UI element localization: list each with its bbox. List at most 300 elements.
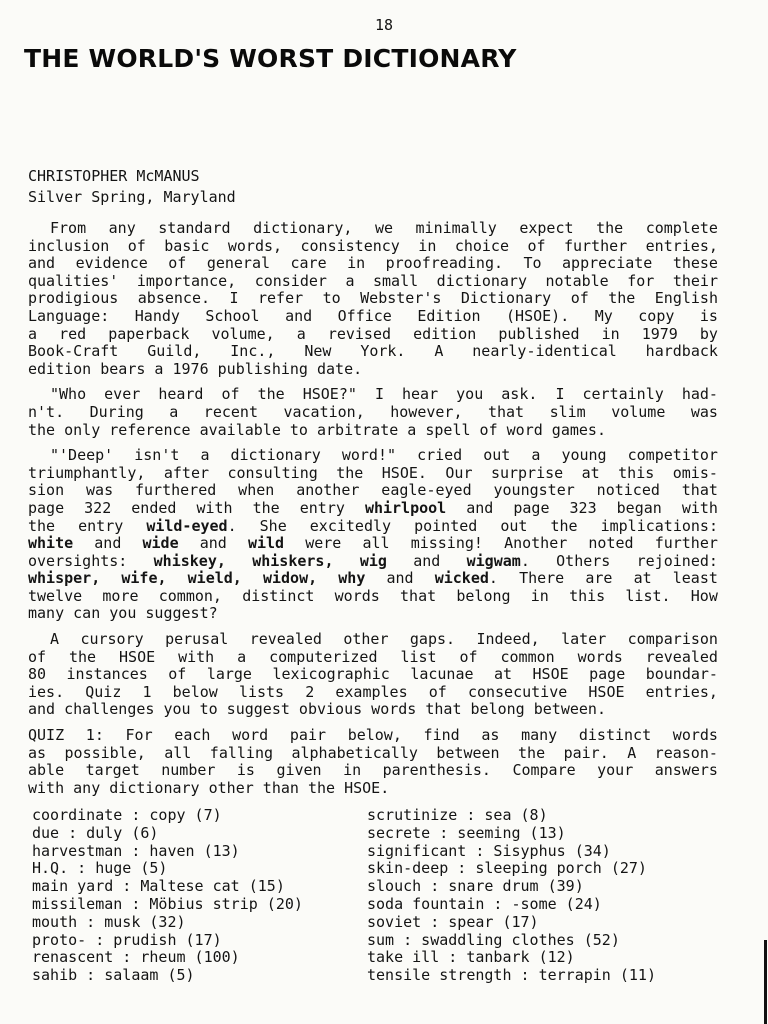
word: ask.: [501, 385, 538, 404]
bold-word: wild-eyed: [146, 516, 228, 535]
word: isn't: [134, 446, 180, 465]
word: and: [199, 534, 227, 553]
bold-word: whiskers,: [252, 551, 334, 570]
word: their: [672, 271, 718, 290]
quiz-pair: soviet : spear (17): [367, 912, 539, 931]
word: For: [125, 726, 153, 745]
word: hear: [402, 385, 439, 404]
word: is: [699, 306, 718, 325]
word: other: [343, 630, 389, 649]
text-line: [28, 727, 718, 745]
author-block: [28, 166, 236, 208]
word: words,: [227, 236, 283, 255]
word: examples: [335, 682, 408, 701]
word: and: [466, 498, 494, 517]
word: alphabetically: [291, 743, 418, 762]
word: and: [386, 569, 414, 588]
word: instances: [66, 665, 148, 684]
text-line: [28, 404, 718, 422]
text-line: [28, 570, 718, 588]
text-line: [28, 308, 718, 326]
word: lacunae: [410, 665, 474, 684]
bold-word: whiskey,: [153, 551, 226, 570]
word: the: [336, 463, 364, 482]
word: however,: [390, 402, 463, 421]
word: with: [681, 498, 718, 517]
word: lexicographic: [272, 665, 390, 684]
word: boundar-: [645, 665, 718, 684]
word: English: [654, 289, 718, 308]
word: later: [561, 630, 607, 649]
word: A: [627, 743, 637, 762]
word: was: [690, 402, 718, 421]
word: volume: [611, 402, 666, 421]
word: these: [672, 254, 718, 273]
word: Book-Craft: [28, 342, 119, 361]
word: and: [413, 551, 441, 570]
word: "'Deep': [50, 446, 114, 465]
word: care: [290, 254, 327, 273]
word: more: [102, 586, 139, 605]
text-line: [28, 447, 718, 465]
word: between: [436, 743, 500, 762]
bold-word: white: [28, 534, 74, 553]
quiz-pair: take ill : tanbark (12): [367, 948, 575, 967]
text-line: [28, 361, 718, 379]
word: able: [28, 761, 65, 780]
word: the: [252, 498, 280, 517]
quiz-pair: sahib : salaam (5): [32, 966, 195, 985]
word: of: [459, 647, 478, 666]
word: words: [577, 647, 623, 666]
word: vacation,: [283, 402, 365, 421]
word: [435, 570, 498, 588]
word: certainly: [582, 385, 664, 404]
word: sion: [28, 481, 65, 500]
word: page: [28, 498, 65, 517]
word: was: [86, 481, 114, 500]
word: word!": [341, 446, 397, 465]
word: 322: [84, 498, 112, 517]
article-body: [28, 220, 718, 797]
word: common,: [158, 586, 222, 605]
word: dictionary: [436, 271, 527, 290]
word: are: [585, 569, 613, 588]
word: Handy: [134, 306, 180, 325]
word: inclusion: [28, 236, 110, 255]
author-name: CHRISTOPHER McMANUS: [28, 167, 200, 185]
text-line: [28, 386, 718, 404]
paragraph: [28, 447, 718, 623]
word: in: [418, 236, 437, 255]
word: dictionary,: [253, 219, 353, 237]
word: [467, 553, 530, 571]
word: paperback: [108, 324, 190, 343]
word: below: [172, 682, 218, 701]
word: (HSOE).: [506, 306, 570, 325]
quiz-pair: tensile strength : terrapin (11): [367, 966, 656, 985]
word: cursory: [80, 630, 144, 649]
word: the: [28, 516, 56, 535]
word: youngster: [493, 481, 575, 500]
word: noticed: [596, 481, 660, 500]
word: gaps.: [409, 630, 456, 649]
word: During: [89, 402, 144, 421]
word: A: [434, 342, 444, 361]
word: in: [347, 254, 366, 273]
word: standard: [158, 219, 231, 237]
word: HSOE: [588, 682, 625, 701]
word: excitedly: [309, 516, 392, 535]
word: York.: [360, 342, 406, 361]
word: at: [633, 569, 652, 588]
text-line: [28, 238, 718, 256]
word: missing!: [410, 534, 483, 553]
word: comparison: [627, 630, 718, 649]
word: this: [618, 463, 655, 482]
word: revised: [327, 324, 392, 343]
quiz-pair: H.Q. : huge (5): [32, 859, 168, 878]
word: edition: [413, 324, 477, 343]
word: pair.: [563, 743, 609, 762]
word: for: [627, 271, 655, 290]
word: your: [597, 761, 634, 780]
word: 2: [305, 682, 315, 701]
word: entry: [78, 516, 124, 535]
word: large: [206, 665, 252, 684]
quiz-pair: slouch : snare drum (39): [367, 877, 584, 896]
word: recent: [203, 402, 258, 421]
word: all: [362, 534, 390, 553]
word: any: [108, 219, 136, 237]
word: given: [276, 761, 322, 780]
word: answers: [654, 761, 718, 780]
word: pair: [289, 726, 327, 745]
word: when: [238, 481, 275, 500]
page-edge-mark: [764, 940, 767, 1024]
paragraph: [28, 386, 718, 439]
word: words: [672, 726, 718, 745]
word: to: [322, 289, 341, 308]
word: as: [28, 743, 47, 762]
word: consider: [254, 271, 327, 290]
text-line: [28, 649, 718, 667]
word: further: [563, 236, 628, 255]
word: with: [178, 647, 215, 666]
page-number: 18: [374, 16, 394, 34]
bold-word: whisper,: [28, 569, 101, 588]
text-line: [28, 422, 718, 440]
bold-word: wield,: [187, 569, 242, 588]
word: notable: [545, 271, 609, 290]
word: possible,: [64, 743, 146, 762]
word: cried: [417, 446, 463, 465]
word: Others: [556, 551, 611, 570]
word: Quiz: [85, 682, 122, 701]
bold-word: wigwam: [466, 551, 521, 570]
word: minimally: [415, 219, 497, 237]
word: reason-: [654, 743, 718, 762]
text-line: [28, 482, 718, 500]
text-line: [28, 762, 718, 780]
word: School: [205, 306, 260, 325]
word: competitor: [627, 446, 718, 465]
word: 80: [28, 665, 47, 684]
word: you: [456, 385, 484, 404]
word: with: [196, 498, 233, 517]
word: ever: [104, 385, 141, 404]
word: consecutive: [467, 682, 568, 701]
text-line: [28, 701, 718, 719]
word: this: [569, 586, 606, 605]
word: entry: [299, 498, 345, 517]
word: Our: [445, 463, 473, 482]
word: eagle-eyed: [381, 481, 472, 500]
text-line: [28, 255, 718, 273]
word: of: [127, 236, 146, 255]
word: parenthesis.: [382, 761, 491, 780]
word: entries,: [645, 682, 718, 701]
word: slim: [549, 402, 586, 421]
word: small: [373, 271, 419, 290]
word: below,: [347, 726, 402, 745]
word: 1979: [641, 324, 678, 343]
word: as: [481, 726, 500, 745]
word: [146, 518, 236, 536]
word: young: [561, 446, 607, 465]
word: many: [521, 726, 558, 745]
word: copy: [638, 306, 675, 325]
text-line: [28, 500, 718, 518]
word: the: [596, 219, 624, 237]
word: Language:: [28, 306, 110, 325]
word: distinct: [242, 586, 315, 605]
word: that: [400, 586, 437, 605]
text-line: [28, 535, 718, 553]
word: "Who: [50, 385, 87, 404]
text-line: [28, 343, 718, 361]
word: She: [259, 516, 287, 535]
word: triumphantly,: [28, 463, 146, 482]
word: out: [483, 446, 511, 465]
text-line: [28, 465, 718, 483]
word: ended: [131, 498, 177, 517]
word: of: [570, 289, 589, 308]
bold-word: wicked: [434, 569, 489, 588]
word: nearly-identical: [472, 342, 617, 361]
word: perusal: [165, 630, 229, 649]
word: words: [334, 586, 380, 605]
word: revealed: [645, 647, 718, 666]
paragraph: [28, 220, 718, 378]
word: common: [500, 647, 555, 666]
word: heard: [158, 385, 204, 404]
word: and: [285, 306, 313, 325]
word: page: [513, 498, 550, 517]
word: proofreading.: [385, 254, 504, 273]
word: a: [169, 402, 179, 421]
word: published: [498, 324, 580, 343]
text-line: [28, 518, 718, 536]
bold-word: wild: [247, 534, 285, 553]
word: How: [690, 586, 718, 605]
word: of: [527, 236, 546, 255]
word: Edition: [417, 306, 481, 325]
text-run: many can you suggest?: [28, 604, 218, 623]
word: that: [681, 481, 718, 500]
bold-word: widow,: [262, 569, 318, 588]
quiz-pair: coordinate : copy (7): [32, 806, 222, 824]
text-run: and challenges you to suggest obvious words that belong between.: [28, 700, 606, 719]
word: the: [69, 647, 97, 666]
word: a: [345, 271, 355, 290]
word: the: [608, 289, 636, 308]
quiz-pair: soda fountain : -some (24): [367, 894, 602, 913]
word: belong: [456, 586, 511, 605]
text-line: [28, 588, 718, 606]
word: complete: [645, 219, 718, 237]
quiz-right-column: [367, 807, 656, 985]
word: a: [531, 446, 541, 465]
bold-word: wide: [142, 534, 179, 553]
quiz-pair: secrete : seeming (13): [367, 823, 566, 842]
word: of: [168, 665, 187, 684]
text-line: [28, 631, 718, 649]
text-line: [28, 290, 718, 308]
word: HSOE: [119, 647, 156, 666]
word: My: [594, 306, 613, 325]
word: computerized: [269, 647, 378, 666]
page-title: THE WORLD'S WORST DICTIONARY: [24, 44, 517, 73]
word: HSOE: [532, 665, 569, 684]
bold-word: whirlpool: [364, 498, 447, 517]
quiz-pair: sum : swaddling clothes (52): [367, 930, 620, 949]
word: page: [589, 665, 626, 684]
word: number: [161, 761, 216, 780]
word: Webster's: [360, 289, 442, 308]
word: To: [523, 254, 542, 273]
word: is: [236, 761, 255, 780]
word: Office: [337, 306, 392, 325]
word: in: [601, 324, 620, 343]
word: target: [85, 761, 140, 780]
word: general: [206, 254, 271, 273]
word: revealed: [249, 630, 322, 649]
text-line: [28, 684, 718, 702]
quiz-pair: main yard : Maltese cat (15): [32, 877, 285, 896]
word: all: [164, 743, 192, 762]
word: began: [616, 498, 662, 517]
word: that: [487, 402, 525, 421]
word: in: [343, 761, 362, 780]
word: A: [50, 630, 60, 649]
word: 323: [569, 498, 597, 517]
word: Guild,: [147, 342, 202, 361]
paragraph: [28, 727, 718, 797]
bold-word: why: [338, 569, 366, 588]
paragraph: [28, 631, 718, 719]
word: and: [94, 534, 122, 553]
word: list: [400, 647, 437, 666]
word: consulting: [227, 463, 318, 482]
word: .: [520, 551, 530, 570]
word: HSOE?": [302, 385, 357, 404]
word: hardback: [645, 342, 718, 361]
word: absence.: [137, 289, 211, 308]
quiz-pair: due : duly (6): [32, 823, 159, 842]
text-line: [28, 220, 718, 238]
text-line: [28, 745, 718, 763]
word: at: [494, 665, 513, 684]
word: a: [200, 446, 210, 465]
word: I: [229, 289, 239, 308]
text-run: the only reference available to arbitrate a spell of word games.: [28, 420, 606, 439]
word: falling: [209, 743, 274, 762]
word: Another: [504, 534, 568, 553]
word: distinct: [578, 726, 652, 745]
text-line: [28, 553, 718, 571]
word: appreciate: [562, 254, 653, 273]
word: noted: [588, 534, 634, 553]
word: .: [488, 569, 498, 588]
quiz-pair: harvestman : haven (13): [32, 841, 240, 860]
text-line: [28, 666, 718, 684]
word: evidence: [75, 254, 148, 273]
word: by: [699, 324, 718, 343]
word: after: [163, 463, 210, 482]
word: Dictionary: [460, 289, 552, 308]
word: There: [519, 569, 565, 588]
word: further: [654, 534, 718, 553]
word: dictionary: [230, 446, 321, 465]
word: furthered: [135, 481, 217, 500]
word: I: [555, 385, 565, 404]
word: volume,: [211, 324, 275, 343]
word: oversights:: [28, 551, 128, 570]
text-run: with any dictionary other than the HSOE.: [28, 778, 390, 797]
word: I: [374, 385, 384, 404]
text-line: [28, 780, 718, 798]
word: pointed: [414, 516, 478, 535]
word: of: [168, 254, 187, 273]
word: consistency: [300, 236, 400, 255]
word: ies.: [28, 682, 65, 701]
word: word: [232, 726, 269, 745]
word: entries,: [645, 236, 718, 255]
word: lists: [238, 682, 285, 701]
bold-word: wife,: [121, 569, 167, 588]
word: the: [518, 743, 546, 762]
word: basic: [164, 236, 210, 255]
word: had-: [681, 385, 718, 404]
word: of: [28, 647, 47, 666]
word: importance,: [136, 271, 237, 290]
author-location: Silver Spring, Maryland: [28, 188, 236, 206]
word: a: [28, 324, 38, 343]
word: choice: [454, 236, 509, 255]
word: Compare: [512, 761, 576, 780]
word: prodigious: [28, 289, 119, 308]
word: least: [672, 569, 718, 588]
word: New: [304, 342, 332, 361]
word: 1: [142, 682, 152, 701]
word: in: [530, 586, 549, 605]
word: twelve: [28, 586, 83, 605]
quiz-pair: missileman : Möbius strip (20): [32, 894, 303, 913]
word: qualities': [28, 271, 119, 290]
text-line: [28, 326, 718, 344]
quiz-pair: proto- : prudish (17): [32, 930, 222, 949]
